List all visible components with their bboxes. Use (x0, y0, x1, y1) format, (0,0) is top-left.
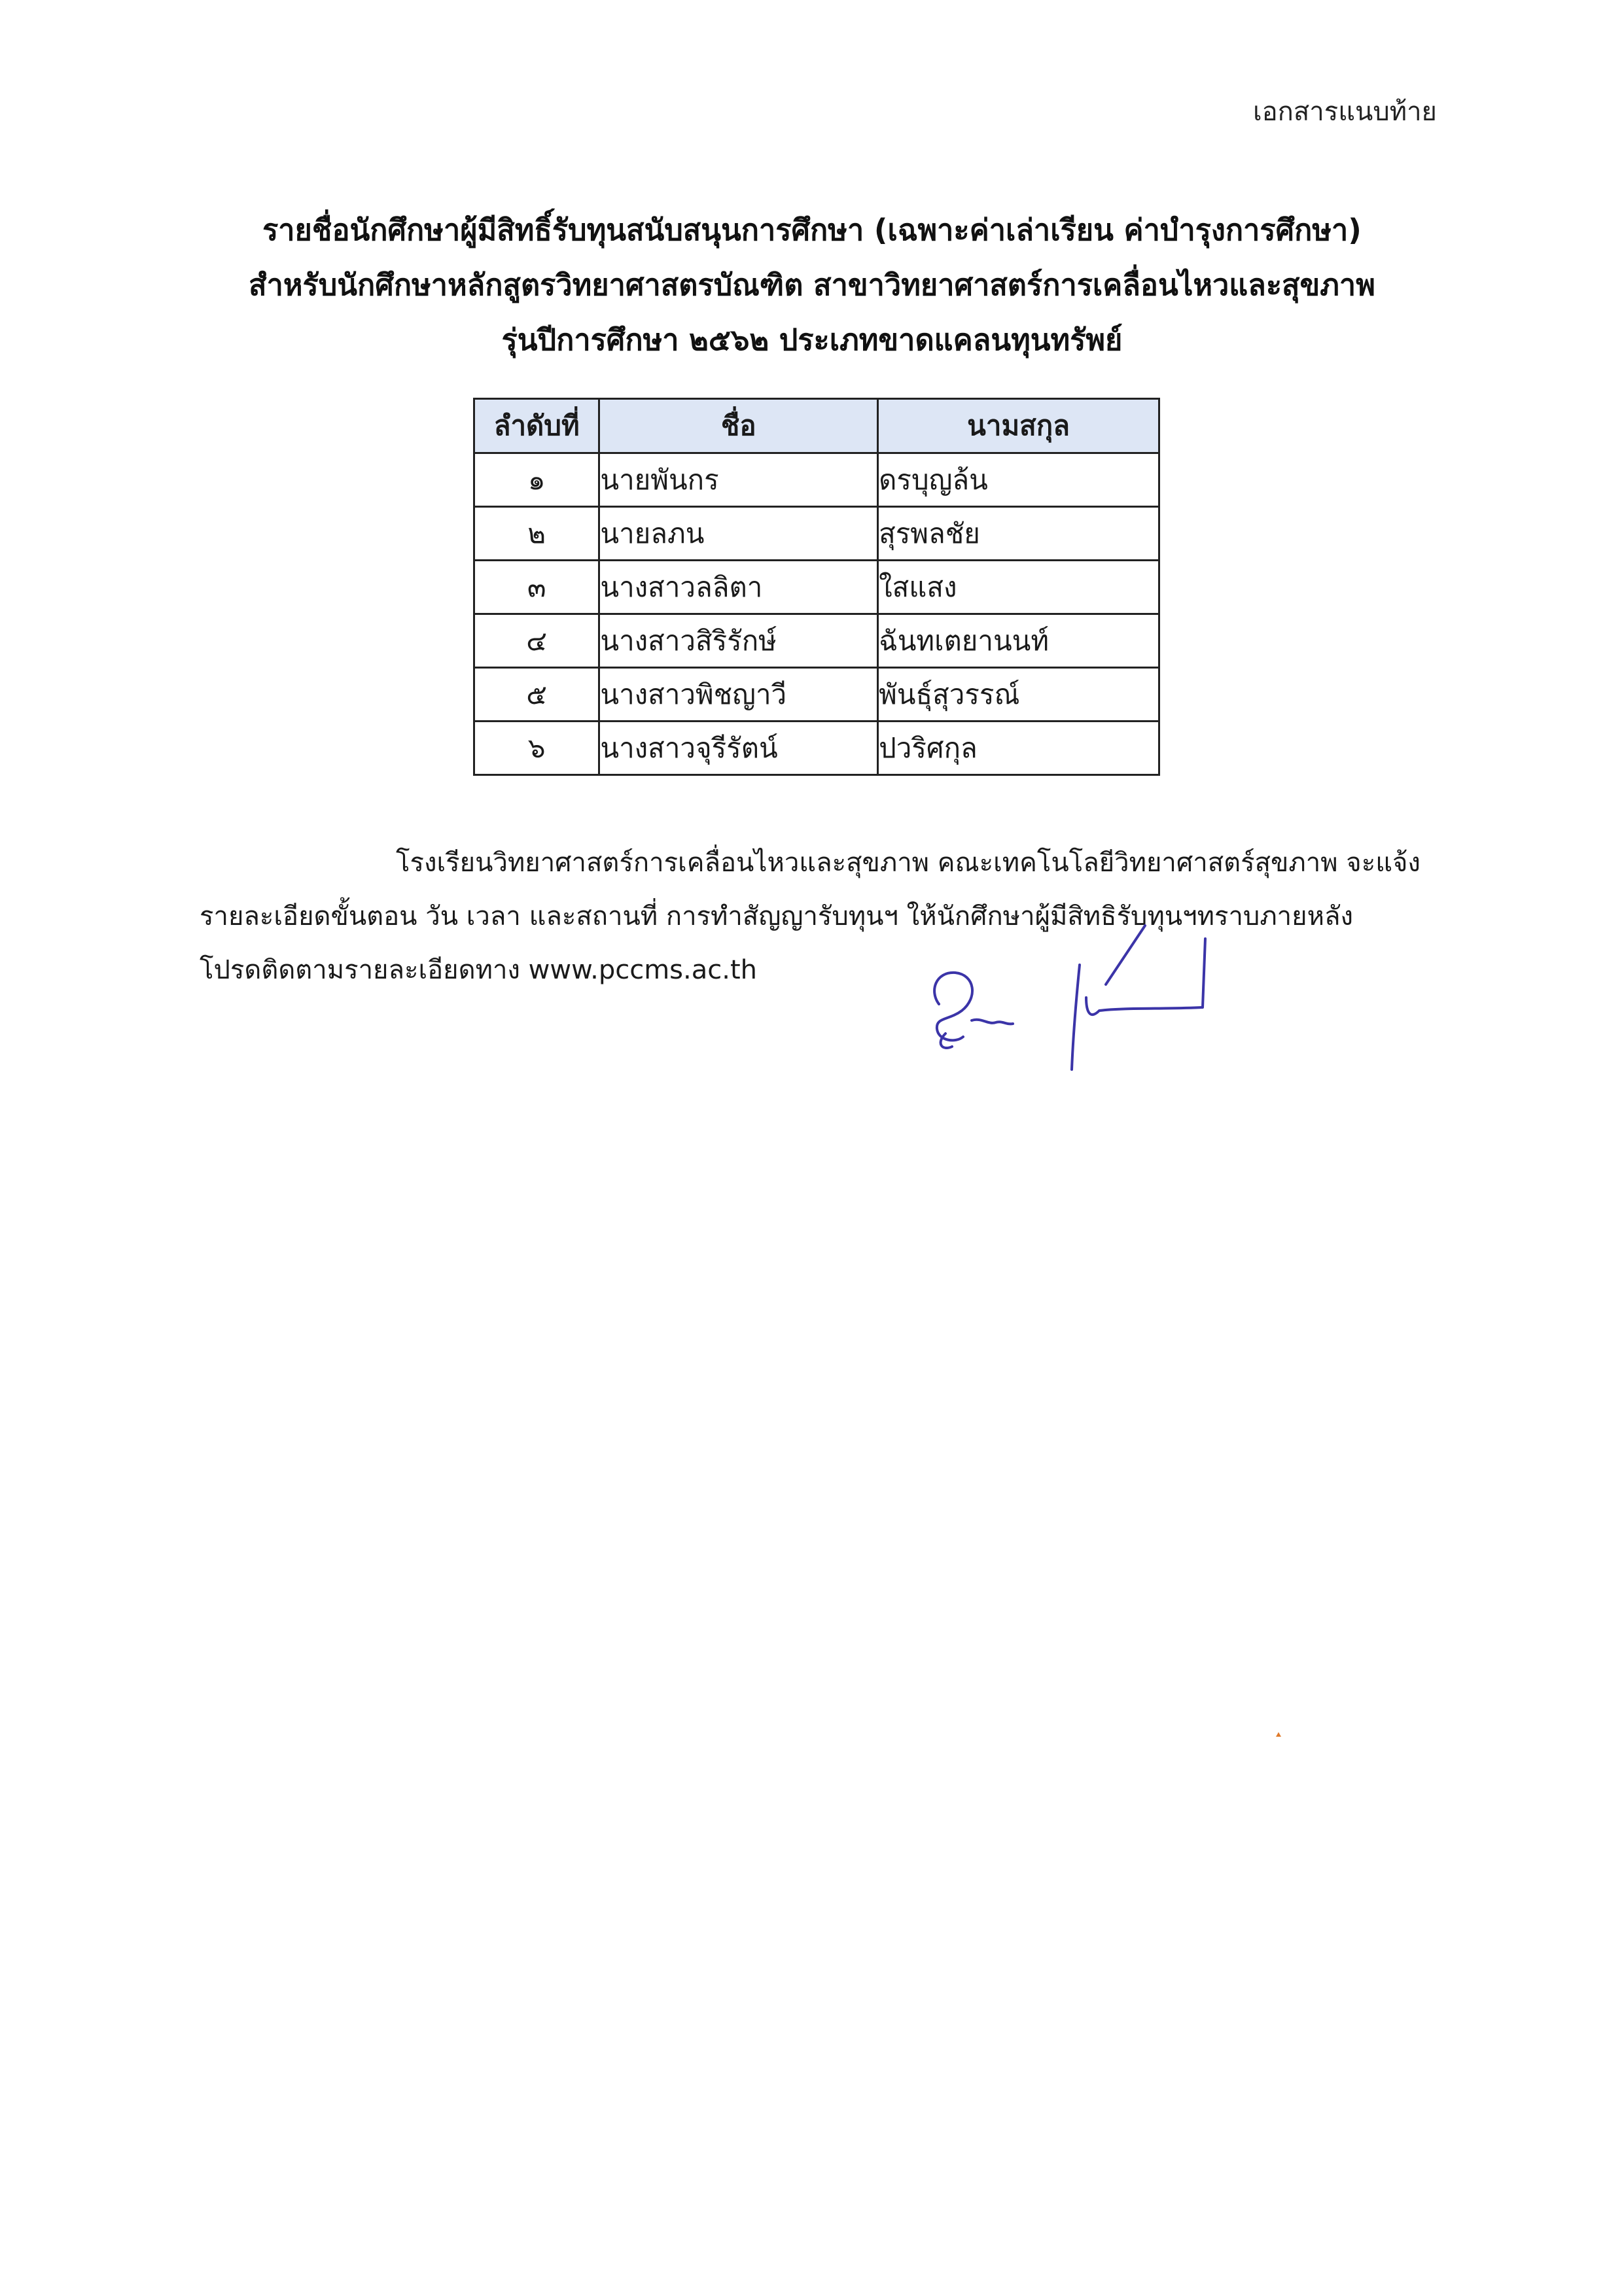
row-sequence: ๔ (474, 614, 599, 668)
note-line-2: รายละเอียดขั้นตอน วัน เวลา และสถานที่ การทำสัญญารับทุนฯ ให้นักศึกษาผู้มีสิทธิรับทุนฯทราบภายหลัง (200, 901, 1353, 931)
header-last-name: นามสกุล (878, 399, 1159, 453)
row-first-name: นางสาวลลิตา (599, 561, 878, 614)
row-first-name: นางสาวจุรีรัตน์ (599, 722, 878, 775)
row-last-name: สุรพลชัย (878, 507, 1159, 561)
row-last-name: พันธุ์สุวรรณ์ (878, 668, 1159, 722)
table-row (474, 614, 1159, 668)
title-line-1: รายชื่อนักศึกษาผู้มีสิทธิ์รับทุนสนับสนุนการศึกษา (เฉพาะค่าเล่าเรียน ค่าบำรุงการศึกษา) (262, 213, 1362, 247)
row-last-name: ใสแสง (878, 561, 1159, 614)
row-first-name: นางสาวสิริรักษ์ (599, 614, 878, 668)
note-line-1: โรงเรียนวิทยาศาสตร์การเคลื่อนไหวและสุขภาพ คณะเทคโนโลยีวิทยาศาสตร์สุขภาพ จะแจ้ง (396, 848, 1421, 878)
stray-mark (1276, 1732, 1281, 1737)
row-sequence: ๖ (474, 722, 599, 775)
header-first-name: ชื่อ (599, 399, 878, 453)
handwritten-signature (890, 913, 1256, 1083)
row-last-name: ปวริศกุล (878, 722, 1159, 775)
row-last-name: ฉันทเตยานนท์ (878, 614, 1159, 668)
table-row (474, 668, 1159, 722)
row-first-name: นางสาวพิชญาวี (599, 668, 878, 722)
signature-stroke-underline (1086, 939, 1205, 1015)
table-header-row (474, 399, 1159, 453)
signature-stroke-tail (972, 1020, 1013, 1024)
row-first-name: นายพันกร (599, 453, 878, 507)
row-sequence: ๑ (474, 453, 599, 507)
annex-label: เอกสารแนบท้าย (1252, 97, 1437, 127)
row-sequence: ๕ (474, 668, 599, 722)
signature-stroke-vertical (1072, 965, 1080, 1070)
document-title (0, 203, 1624, 368)
note-line-3: โปรดติดตามรายละเอียดทาง www.pccms.ac.th (200, 955, 757, 985)
signature-stroke-diagonal (1106, 926, 1145, 984)
table-row (474, 722, 1159, 775)
signature-stroke-initial (934, 973, 972, 1048)
table-row (474, 453, 1159, 507)
title-line-2: สำหรับนักศึกษาหลักสูตรวิทยาศาสตรบัณฑิต สาขาวิทยาศาสตร์การเคลื่อนไหวและสุขภาพ (249, 268, 1375, 302)
header-sequence: ลำดับที่ (474, 399, 599, 453)
row-last-name: ดรบุญล้น (878, 453, 1159, 507)
row-sequence: ๒ (474, 507, 599, 561)
table-row (474, 507, 1159, 561)
table-row (474, 561, 1159, 614)
scholarship-roster-table (473, 398, 1160, 776)
row-first-name: นายลภน (599, 507, 878, 561)
row-sequence: ๓ (474, 561, 599, 614)
title-line-3: รุ่นปีการศึกษา ๒๕๖๒ ประเภทขาดแคลนทุนทรัพย์ (501, 322, 1123, 357)
